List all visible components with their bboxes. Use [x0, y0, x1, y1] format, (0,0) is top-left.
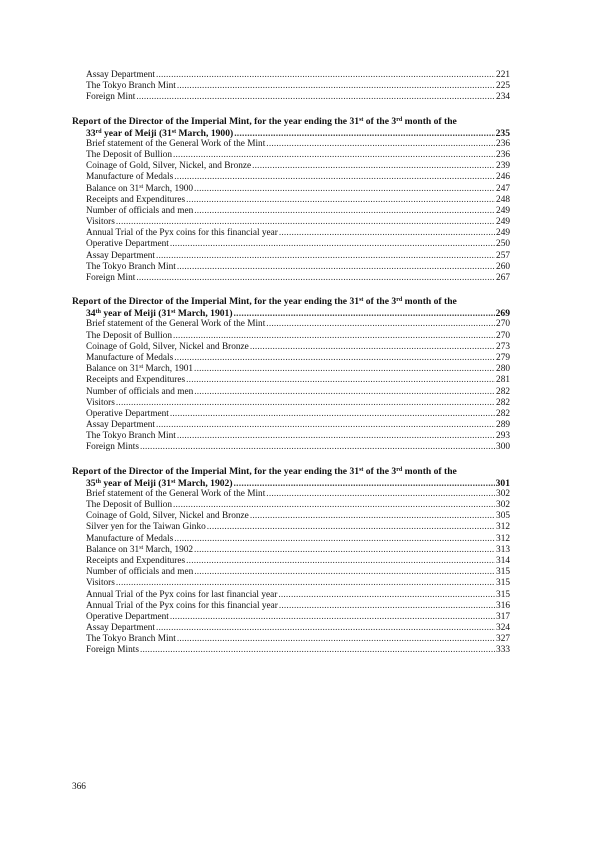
entry-text: Foreign Mints — [86, 645, 139, 656]
entry-title — [86, 375, 185, 386]
toc-entry — [72, 601, 510, 612]
entry-title — [86, 522, 206, 533]
page-ref: 316 — [496, 600, 510, 611]
heading-text: year of Meiji (31 — [100, 477, 172, 489]
page-ref: 257 — [496, 250, 510, 261]
entry-text: Brief statement of the General Work of the Mint — [86, 138, 266, 149]
page-ref: 293 — [496, 431, 510, 442]
dot-leader — [140, 442, 495, 453]
entry-title — [86, 500, 172, 511]
heading-text: year of Meiji (31 — [101, 127, 172, 139]
entry-title — [86, 556, 185, 567]
toc-entry — [72, 442, 510, 453]
report-heading-entry — [72, 308, 510, 319]
page-ref: 313 — [496, 544, 510, 555]
entry-title — [86, 206, 193, 217]
dot-leader — [186, 556, 495, 567]
entry-text: Visitors — [86, 217, 115, 228]
dot-leader — [177, 431, 495, 442]
page-ref: 302 — [496, 488, 510, 499]
toc-entry — [72, 489, 510, 500]
entry-title — [86, 217, 115, 228]
entry-title — [86, 239, 169, 250]
entry-title — [86, 70, 155, 81]
entry-title — [86, 612, 169, 623]
dot-leader — [250, 342, 495, 353]
dot-leader — [186, 195, 495, 206]
dot-leader — [140, 645, 495, 656]
toc-entry — [72, 217, 510, 228]
toc-entry — [72, 139, 510, 150]
table-of-contents — [72, 70, 510, 657]
dot-leader — [266, 139, 495, 150]
dot-leader — [194, 364, 495, 375]
heading-text: March, 1900) — [176, 127, 234, 139]
heading-text: month of the — [402, 115, 457, 127]
toc-entry — [72, 92, 510, 103]
heading-text: Report of the Director of the Imperial Mint, for the year ending the 31 — [72, 296, 360, 308]
heading-title — [86, 478, 233, 489]
toc-entry — [72, 409, 510, 420]
entry-title — [86, 262, 176, 273]
dot-leader — [279, 601, 495, 612]
toc-entry — [72, 239, 510, 250]
entry-text: Balance on 31 — [86, 183, 140, 194]
entry-text: Balance on 31 — [86, 364, 140, 375]
dot-leader — [266, 319, 495, 330]
entry-title — [86, 342, 249, 353]
dot-leader — [194, 206, 495, 217]
page-ref: 246 — [496, 172, 510, 183]
superscript: st — [139, 183, 144, 190]
entry-title — [86, 634, 176, 645]
toc-entry — [72, 319, 510, 330]
dot-leader — [194, 567, 495, 578]
entry-title — [86, 92, 135, 103]
dot-leader — [194, 184, 495, 195]
heading-text: 33 — [86, 127, 96, 139]
heading-text: year of Meiji (31 — [100, 308, 172, 320]
toc-entry — [72, 206, 510, 217]
entry-text: Foreign Mints — [86, 442, 139, 453]
entry-title — [86, 228, 278, 239]
dot-leader — [234, 478, 495, 489]
page-ref: 315 — [496, 578, 510, 589]
entry-title — [86, 161, 251, 172]
dot-leader — [266, 489, 495, 500]
heading-text: month of the — [402, 296, 457, 308]
dot-leader — [207, 522, 495, 533]
entry-text: Manufacture of Medals — [86, 172, 174, 183]
page-ref: 315 — [496, 567, 510, 578]
page-number: 366 — [72, 782, 86, 792]
entry-text: Operative Department — [86, 611, 169, 622]
page-ref: 315 — [496, 589, 510, 600]
dot-leader — [170, 239, 495, 250]
dot-leader — [156, 251, 495, 262]
superscript: th — [95, 309, 101, 316]
dot-leader — [156, 623, 495, 634]
entry-title — [86, 273, 135, 284]
entry-text: Operative Department — [86, 239, 169, 250]
entry-title — [86, 184, 193, 195]
superscript: st — [139, 544, 144, 551]
page-ref: 225 — [496, 81, 510, 92]
dot-leader — [173, 150, 495, 161]
entry-title — [86, 420, 155, 431]
toc-entry — [72, 228, 510, 239]
entry-text: Annual Trial of the Pyx coins for this financial year — [86, 600, 278, 611]
toc-entry — [72, 81, 510, 92]
toc-entry — [72, 262, 510, 273]
page-ref: 281 — [496, 375, 510, 386]
heading-text: of the 3 — [363, 465, 397, 477]
page-ref: 236 — [496, 149, 510, 160]
page-ref: 301 — [495, 477, 510, 489]
entry-title — [86, 251, 155, 262]
page-ref: 221 — [496, 70, 510, 80]
toc-entry — [72, 195, 510, 206]
heading-title — [86, 128, 233, 139]
dot-leader — [250, 511, 495, 522]
dot-leader — [173, 331, 495, 342]
superscript: rd — [396, 116, 403, 123]
entry-title — [86, 567, 193, 578]
toc-entry — [72, 500, 510, 511]
entry-text: The Deposit of Bullion — [86, 149, 172, 160]
toc-entry — [72, 623, 510, 634]
page-ref: 270 — [496, 319, 510, 330]
page-ref: 314 — [496, 555, 510, 566]
page-ref: 305 — [496, 511, 510, 522]
entry-title — [86, 489, 265, 500]
entry-text: Brief statement of the General Work of the Mint — [86, 319, 266, 330]
entry-text: Number of officials and men — [86, 567, 194, 578]
entry-title — [86, 81, 176, 92]
entry-text: Silver yen for the Taiwan Ginko — [86, 522, 206, 533]
dot-leader — [136, 273, 495, 284]
dot-leader — [136, 92, 495, 103]
report-heading — [72, 116, 510, 128]
page-ref: 324 — [496, 623, 510, 634]
heading-title — [86, 308, 233, 319]
toc-entry — [72, 578, 510, 589]
superscript: st — [359, 116, 364, 123]
entry-title — [86, 353, 173, 364]
superscript: rd — [396, 466, 403, 473]
superscript: st — [139, 364, 144, 371]
page-ref: 267 — [496, 273, 510, 283]
entry-title — [86, 545, 193, 556]
superscript: st — [171, 128, 177, 135]
page-ref: 312 — [496, 522, 510, 533]
entry-title — [86, 578, 115, 589]
toc-entry — [72, 387, 510, 398]
entry-text: Visitors — [86, 397, 115, 408]
dot-leader — [177, 81, 495, 92]
report-heading — [72, 466, 510, 478]
entry-text: Coinage of Gold, Silver, Nickel, and Bronze — [86, 161, 252, 172]
entry-text: Receipts and Expenditures — [86, 194, 186, 205]
toc-entry — [72, 431, 510, 442]
entry-title — [86, 534, 173, 545]
entry-title — [86, 195, 185, 206]
entry-title — [86, 511, 249, 522]
entry-text: Number of officials and men — [86, 386, 194, 397]
toc-entry — [72, 556, 510, 567]
toc-section — [72, 116, 510, 285]
toc-section — [72, 466, 510, 657]
entry-text: Assay Department — [86, 250, 155, 261]
entry-text: Annual Trial of the Pyx coins for last financial year — [86, 589, 278, 600]
page-ref: 248 — [496, 194, 510, 205]
entry-text: The Tokyo Branch Mint — [86, 261, 176, 272]
entry-text: Visitors — [86, 578, 115, 589]
dot-leader — [278, 590, 495, 601]
dot-leader — [174, 353, 495, 364]
toc-entry — [72, 612, 510, 623]
page-ref: 260 — [496, 261, 510, 272]
toc-entry — [72, 172, 510, 183]
dot-leader — [173, 500, 495, 511]
entry-text: Operative Department — [86, 408, 169, 419]
entry-title — [86, 409, 169, 420]
entry-text: March, 1900 — [143, 183, 194, 194]
page-ref: 273 — [496, 341, 510, 352]
entry-text: The Deposit of Bullion — [86, 500, 172, 510]
toc-entry — [72, 634, 510, 645]
page-ref: 279 — [496, 352, 510, 363]
dot-leader — [186, 375, 495, 386]
page-ref: 236 — [496, 138, 510, 149]
entry-title — [86, 590, 277, 601]
page-ref: 317 — [496, 611, 510, 622]
page-ref: 282 — [496, 408, 510, 419]
page-ref: 250 — [496, 239, 510, 250]
heading-text: of the 3 — [363, 115, 397, 127]
dot-leader — [116, 578, 495, 589]
entry-title — [86, 398, 115, 409]
page-ref: 282 — [496, 386, 510, 397]
heading-text: of the 3 — [363, 296, 397, 308]
entry-text: The Deposit of Bullion — [86, 330, 172, 341]
entry-text: Receipts and Expenditures — [86, 555, 186, 566]
entry-text: The Tokyo Branch Mint — [86, 431, 176, 442]
report-heading-entry — [72, 128, 510, 139]
entry-title — [86, 150, 172, 161]
entry-text: Manufacture of Medals — [86, 352, 174, 363]
dot-leader — [174, 534, 495, 545]
entry-text: Annual Trial of the Pyx coins for this financial year — [86, 228, 278, 239]
entry-text: Foreign Mint — [86, 92, 136, 103]
dot-leader — [116, 217, 495, 228]
page-ref: 247 — [496, 183, 510, 194]
heading-text: Report of the Director of the Imperial Mint, for the year ending the 31 — [72, 465, 360, 477]
dot-leader — [177, 262, 495, 273]
page-ref: 300 — [496, 442, 510, 453]
entry-text: Foreign Mint — [86, 273, 136, 283]
page-ref: 249 — [496, 228, 510, 239]
dot-leader — [194, 545, 495, 556]
dot-leader — [177, 634, 495, 645]
superscript: rd — [95, 128, 102, 135]
superscript: st — [359, 466, 364, 473]
heading-text: March, 1901) — [175, 308, 233, 320]
entry-text: Coinage of Gold, Silver, Nickel and Bronze — [86, 511, 249, 522]
toc-section — [72, 70, 510, 104]
entry-text: Number of officials and men — [86, 205, 194, 216]
dot-leader — [156, 420, 495, 431]
dot-leader — [170, 409, 495, 420]
toc-entry — [72, 150, 510, 161]
report-heading — [72, 296, 510, 308]
toc-entry — [72, 251, 510, 262]
page-ref: 235 — [495, 127, 510, 139]
dot-leader — [194, 387, 495, 398]
entry-text: Assay Department — [86, 70, 155, 80]
dot-leader — [156, 70, 495, 81]
entry-title — [86, 139, 265, 150]
page-ref: 327 — [496, 634, 510, 645]
entry-text: The Tokyo Branch Mint — [86, 634, 176, 645]
entry-title — [86, 172, 173, 183]
toc-entry — [72, 70, 510, 81]
page-ref: 269 — [495, 308, 510, 320]
entry-text: March, 1901 — [143, 364, 194, 375]
superscript: rd — [396, 297, 403, 304]
toc-entry — [72, 342, 510, 353]
page-ref: 289 — [496, 420, 510, 431]
page-ref: 333 — [496, 645, 510, 656]
toc-entry — [72, 273, 510, 284]
toc-entry — [72, 184, 510, 195]
entry-text: Coinage of Gold, Silver, Nickel and Bronze — [86, 341, 249, 352]
page-ref: 280 — [496, 364, 510, 375]
toc-section — [72, 296, 510, 453]
page-ref: 312 — [496, 533, 510, 544]
dot-leader — [174, 172, 495, 183]
toc-entry — [72, 398, 510, 409]
entry-title — [86, 623, 155, 634]
toc-entry — [72, 534, 510, 545]
entry-text: Manufacture of Medals — [86, 533, 174, 544]
toc-entry — [72, 522, 510, 533]
entry-text: Balance on 31 — [86, 544, 140, 555]
superscript: st — [359, 297, 364, 304]
entry-text: Assay Department — [86, 623, 155, 634]
page-ref: 249 — [496, 217, 510, 228]
toc-entry — [72, 353, 510, 364]
entry-text: Brief statement of the General Work of the Mint — [86, 488, 266, 499]
dot-leader — [234, 308, 495, 319]
heading-text: Report of the Director of the Imperial Mint, for the year ending the 31 — [72, 115, 360, 127]
toc-entry — [72, 420, 510, 431]
toc-entry — [72, 375, 510, 386]
heading-text: 34 — [86, 308, 96, 320]
heading-text: 35 — [86, 477, 96, 489]
toc-entry — [72, 364, 510, 375]
toc-entry — [72, 645, 510, 656]
entry-title — [86, 601, 278, 612]
toc-entry — [72, 590, 510, 601]
entry-text: Receipts and Expenditures — [86, 375, 186, 386]
dot-leader — [116, 398, 495, 409]
toc-entry — [72, 331, 510, 342]
page-ref: 239 — [496, 161, 510, 172]
toc-entry — [72, 511, 510, 522]
entry-title — [86, 331, 172, 342]
entry-title — [86, 645, 139, 656]
report-heading-entry — [72, 478, 510, 489]
entry-title — [86, 364, 193, 375]
dot-leader — [252, 161, 495, 172]
superscript: st — [171, 478, 176, 485]
heading-text: March, 1902) — [175, 477, 233, 489]
entry-title — [86, 431, 176, 442]
entry-title — [86, 442, 139, 453]
entry-title — [86, 387, 193, 398]
entry-text: The Tokyo Branch Mint — [86, 81, 176, 92]
page-ref: 302 — [496, 500, 510, 510]
superscript: th — [95, 478, 101, 485]
dot-leader — [279, 228, 495, 239]
page-ref: 270 — [496, 330, 510, 341]
page-ref: 234 — [496, 92, 510, 103]
toc-entry — [72, 545, 510, 556]
dot-leader — [170, 612, 495, 623]
page-ref: 282 — [496, 397, 510, 408]
entry-text: March, 1902 — [143, 544, 194, 555]
superscript: st — [171, 309, 176, 316]
toc-entry — [72, 567, 510, 578]
entry-text: Assay Department — [86, 420, 155, 431]
entry-title — [86, 319, 265, 330]
dot-leader — [234, 128, 494, 139]
toc-entry — [72, 161, 510, 172]
heading-text: month of the — [402, 465, 457, 477]
page-ref: 249 — [496, 205, 510, 216]
